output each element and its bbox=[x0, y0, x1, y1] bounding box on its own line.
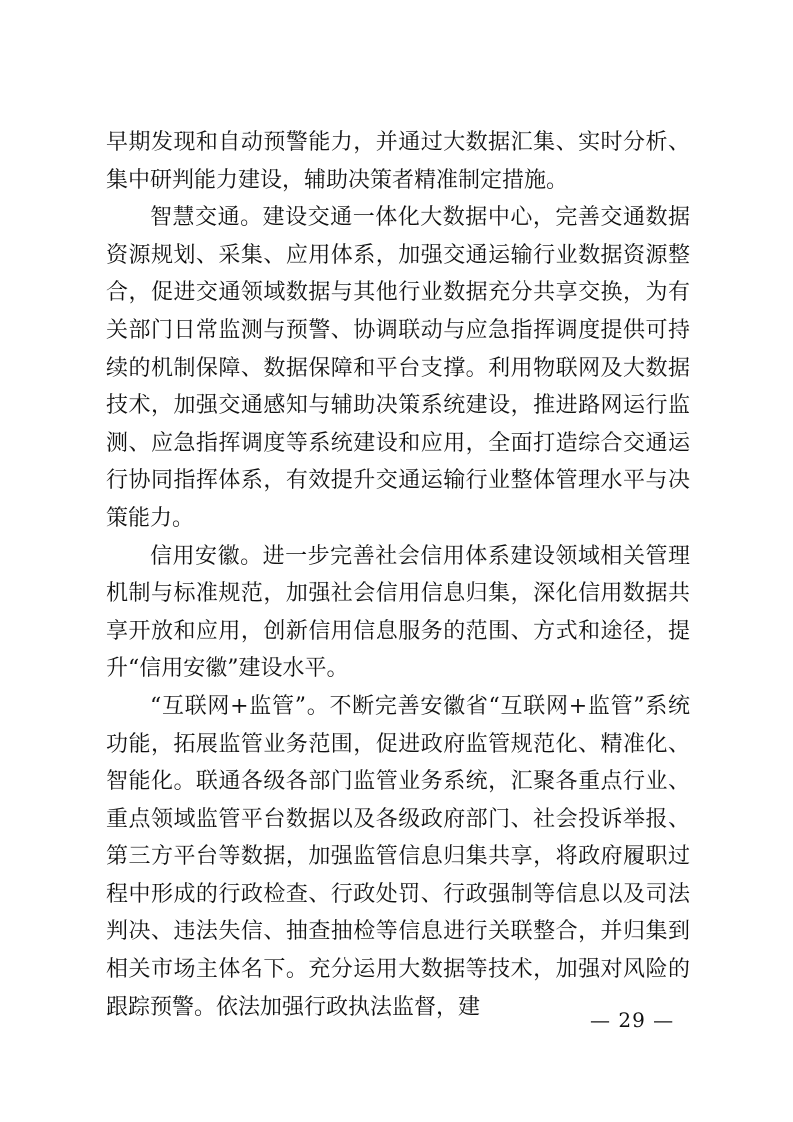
body-text bbox=[106, 124, 690, 1026]
paragraph-continued: 早期发现和自动预警能力，并通过大数据汇集、实时分析、集中研判能力建设，辅助决策者精准制定措施。 bbox=[106, 130, 690, 193]
page-number: — 29 — bbox=[590, 1008, 675, 1032]
paragraph-smart-transport: 智慧交通。建设交通一体化大数据中心，完善交通数据资源规划、采集、应用体系，加强交通运输行业数据资源整合，促进交通领域数据与其他行业数据充分共享交换，为有关部门日常监测与预警、协调联动与应急指挥调度提供可持续的机制保障、数据保障和平台支撑。利用物联网及大数据技术，加强交通感知与辅助决策系统建设，推进路网运行监测、应急指挥调度等系统建设和应用，全面打造综合交通运行协同指挥体系，有效提升交通运输行业整体管理水平与决策能力。 bbox=[106, 205, 690, 531]
paragraph-credit-anhui: 信用安徽。进一步完善社会信用体系建设领域相关管理机制与标准规范，加强社会信用信息归集，深化信用数据共享开放和应用，创新信用信息服务的范围、方式和途径，提升“信用安徽”建设水平。 bbox=[106, 543, 690, 682]
paragraph-internet-plus-supervision: “互联网+监管”。不断完善安徽省“互联网+监管”系统功能，拓展监管业务范围，促进政府监管规范化、精准化、智能化。联通各级各部门监管业务系统，汇聚各重点行业、重点领域监管平台数据以及各级政府部门、社会投诉举报、第三方平台等数据，加强监管信息归集共享，将政府履职过程中形成的行政检查、行政处罚、行政强制等信息以及司法判决、违法失信、抽查抽检等信息进行关联整合，并归集到相关市场主体名下。充分运用大数据等技术，加强对风险的跟踪预警。依法加强行政执法监督，建 bbox=[106, 693, 690, 1020]
